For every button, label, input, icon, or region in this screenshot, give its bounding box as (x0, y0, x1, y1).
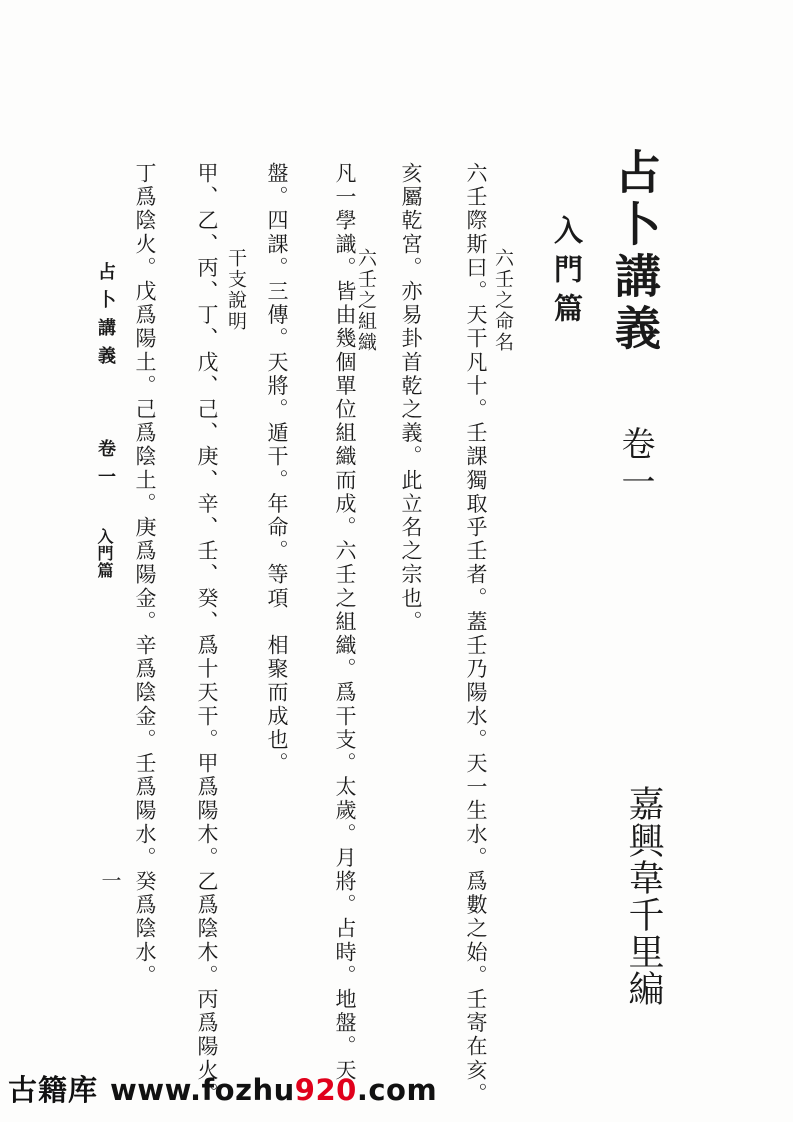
paragraph-line: 亥屬乾宮。亦易卦首乾之義。此立名之宗也。 (399, 162, 423, 634)
paragraph-line: 甲、乙、丙、丁、戊、己、庚、辛、壬、癸、爲十天干。甲爲陽木。乙爲陰木。丙爲陽火。 (195, 162, 219, 1106)
paragraph-line: 六壬際斯曰。天干凡十。壬課獨取乎壬者。蓋壬乃陽水。天一生水。爲數之始。壬寄在亥。 (464, 162, 488, 1106)
chapter-heading: 入門篇 (550, 215, 584, 332)
paragraph-line: 凡一學識。皆由幾個單位組織而成。六壬之組織。爲干支。太歲。月將。占時。地盤。天 (333, 162, 357, 1083)
paragraph-line: 盤。四課。三傳。天將。遁干。年命。等項 相聚而成也。 (265, 162, 289, 776)
watermark-url-part2: 920 (294, 1073, 357, 1107)
book-title: 占卜講義 (608, 148, 662, 356)
section-heading-organization: 六壬之組織 (355, 248, 377, 353)
watermark-url-part3: .com (356, 1073, 438, 1107)
book-title-column (608, 148, 662, 502)
watermark-url-part1: www.fozhu (110, 1073, 295, 1107)
section-heading-ganzhi: 干支說明 (225, 248, 247, 332)
section-heading-naming: 六壬之命名 (492, 248, 514, 353)
footer-volume: 卷一 (95, 439, 116, 495)
footer-title: 占卜講義 (95, 262, 116, 374)
running-footer (96, 262, 114, 495)
footer-section: 入門篇 (95, 528, 114, 579)
watermark-brand: 古籍库 (8, 1073, 99, 1107)
author-line: 嘉興韋千里編 (623, 785, 664, 1007)
paragraph-line: 丁爲陰火。戊爲陽土。己爲陰土。庚爲陽金。辛爲陰金。壬爲陽水。癸爲陰水。 (133, 162, 157, 988)
volume-label: 卷一 (615, 426, 655, 502)
page-number: 一 (98, 870, 122, 890)
site-watermark (8, 1068, 437, 1109)
watermark-url (110, 1073, 437, 1107)
